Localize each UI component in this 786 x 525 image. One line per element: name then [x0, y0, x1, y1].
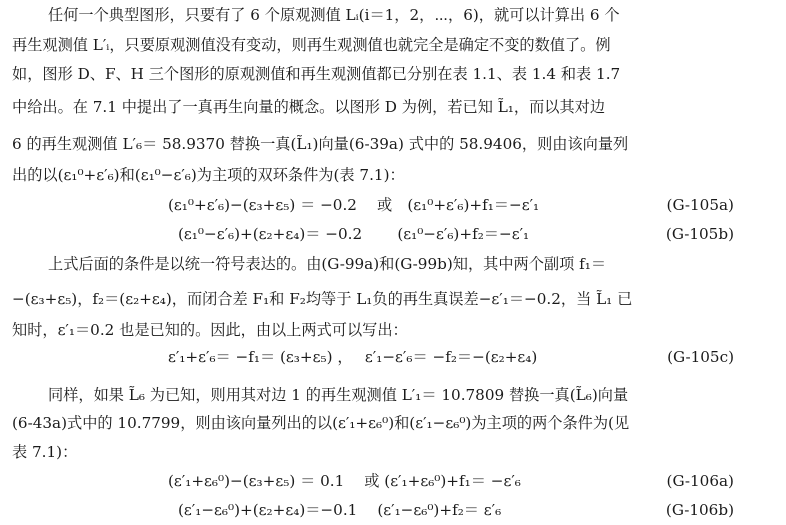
paragraph-3-line-2: (6-43a)式中的 10.7799，则由该向量列出的以(ε′₁+ε₆⁰)和(ε′₁−ε₆⁰)为主项的两个条件为(见 — [12, 414, 630, 432]
paragraph-1-line-6: 出的以(ε₁⁰+ε′₆)和(ε₁⁰−ε′₆)为主项的双环条件为(表 7.1)： — [12, 166, 405, 184]
equation-g105c — [0, 345, 786, 369]
equation-g106b — [0, 498, 786, 522]
equation-expression: (ε′₁−ε₆⁰)+(ε₂+ε₄)＝−0.1 (ε′₁−ε₆⁰)+f₂＝ ε′₆ — [178, 501, 502, 519]
paragraph-2-line-2: −(ε₃+ε₅)，f₂＝(ε₂+ε₄)，而闭合差 F₁和 F₂均等于 L₁负的再生真误差−ε′₁＝−0.2，当 L̃₁ 已 — [12, 290, 633, 308]
equation-number: (G-105a) — [666, 196, 734, 214]
equation-expression: (ε′₁+ε₆⁰)−(ε₃+ε₅) ＝ 0.1 或 (ε′₁+ε₆⁰)+f₁＝ −ε′₆ — [168, 472, 521, 490]
equation-expression: (ε₁⁰−ε′₆)+(ε₂+ε₄)＝ −0.2 (ε₁⁰−ε′₆)+f₂＝−ε′₁ — [178, 225, 530, 243]
equation-expression: (ε₁⁰+ε′₆)−(ε₃+ε₅) ＝ −0.2 或 (ε₁⁰+ε′₆)+f₁＝−ε′₁ — [168, 196, 540, 214]
equation-number: (G-106a) — [666, 472, 734, 490]
paragraph-1-line-2: 再生观测值 L′ᵢ，只要原观测值没有变动，则再生观测值也就完全是确定不变的数值了。例 — [12, 36, 611, 54]
equation-g105a — [0, 193, 786, 217]
paragraph-1-line-3: 如，图形 D、F、H 三个图形的原观测值和再生观测值都已分别在表 1.1、表 1.4 和表 1.7 — [12, 65, 621, 83]
paragraph-1-line-5: 6 的再生观测值 L′₆＝ 58.9370 替换一真(L̃₁)向量(6-39a) 式中的 58.9406，则由该向量列 — [12, 135, 629, 153]
equation-g105b — [0, 222, 786, 246]
equation-number: (G-106b) — [665, 501, 734, 519]
paragraph-3-line-3: 表 7.1)： — [12, 443, 78, 461]
paragraph-1-line-4: 中给出。在 7.1 中提出了一真再生向量的概念。以图形 D 为例，若已知 L̃₁，而以其对边 — [12, 98, 606, 116]
equation-number: (G-105c) — [667, 348, 734, 366]
equation-number: (G-105b) — [665, 225, 734, 243]
equation-g106a — [0, 469, 786, 493]
paragraph-3-line-1: 同样，如果 L̃₆ 为已知，则用其对边 1 的再生观测值 L′₁＝ 10.7809 替换一真(L̃₆)向量 — [48, 386, 629, 404]
paragraph-2-line-1: 上式后面的条件是以统一符号表达的。由(G-99a)和(G-99b)知，其中两个副项 f₁＝ — [48, 255, 607, 273]
paragraph-2-line-3: 知时，ε′₁＝0.2 也是已知的。因此，由以上两式可以写出： — [12, 321, 408, 339]
paragraph-1-line-1: 任何一个典型图形，只要有了 6 个原观测值 Lᵢ(i＝1，2，⋯，6)，就可以计算出 6 个 — [48, 6, 620, 24]
equation-expression: ε′₁+ε′₆＝ −f₁＝ (ε₃+ε₅) ， ε′₁−ε′₆＝ −f₂＝−(ε₂+ε₄) — [168, 348, 538, 366]
